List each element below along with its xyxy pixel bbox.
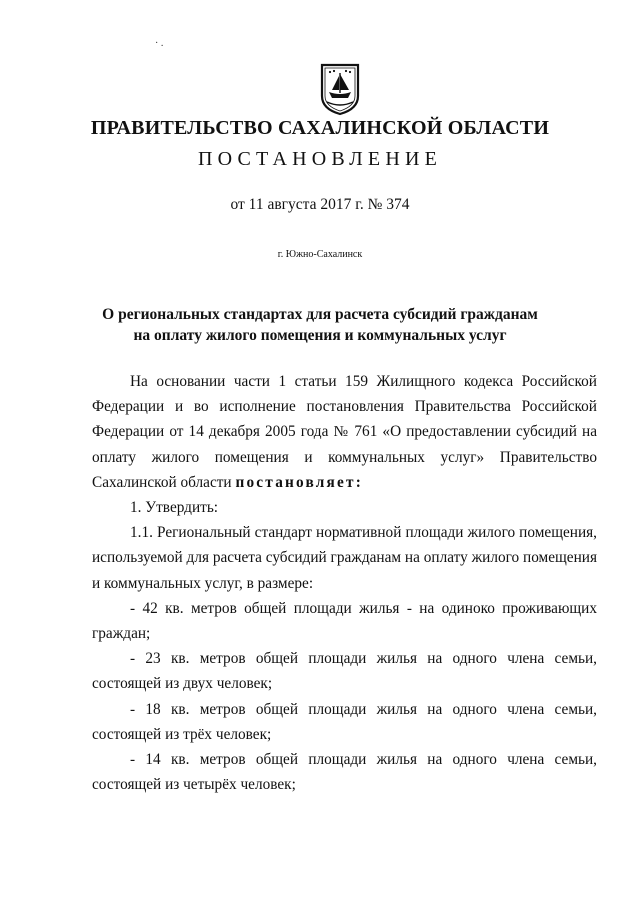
item-1: 1. Утвердить: xyxy=(130,499,219,517)
title-line-2: на оплату жилого помещения и коммунальных услуг xyxy=(133,327,507,344)
item-1-1: 1.1. Региональный стандарт нормативной площади жилого помещения, используемой для расчета субсидий гражданам на оплату жилого помещения и коммунальных услуг, в размере: xyxy=(92,524,597,592)
document-title xyxy=(0,304,640,346)
coat-of-arms-icon xyxy=(318,62,362,116)
bullet-1: - 42 кв. метров общей площади жилья - на одиноко проживающих граждан; xyxy=(92,599,597,643)
intro-paragraph xyxy=(92,369,597,495)
title-line-1: О региональных стандартах для расчета субсидий гражданам xyxy=(102,306,538,323)
corner-mark: · . xyxy=(155,38,164,49)
government-name: ПРАВИТЕЛЬСТВО САХАЛИНСКОЙ ОБЛАСТИ xyxy=(90,117,550,139)
bullet-4: - 14 кв. метров общей площади жилья на одного члена семьи, состоящей из четырёх человек; xyxy=(92,751,597,794)
bullet-3: - 18 кв. метров общей площади жилья на одного члена семьи, состоящей из трёх человек; xyxy=(92,700,597,743)
document-type: ПОСТАНОВЛЕНИЕ xyxy=(197,148,443,170)
document-body xyxy=(92,369,597,797)
bullet-2: - 23 кв. метров общей площади жилья на одного члена семьи, состоящей из двух человек; xyxy=(92,650,597,693)
resolves-word: постановляет: xyxy=(235,473,364,491)
intro-text: На основании части 1 статьи 159 Жилищного кодекса Российской Федерации и во исполнение постановления Правительства Российской Федерации от 14 декабря 2005 года № 761 «О предоставлении субсидий на оплату жилого помещения и коммунальных услуг» Правительство Сахалинской области xyxy=(92,373,597,491)
document-city: г. Южно-Сахалинск xyxy=(277,249,363,260)
document-date-number: от 11 августа 2017 г. № 374 xyxy=(230,196,410,213)
